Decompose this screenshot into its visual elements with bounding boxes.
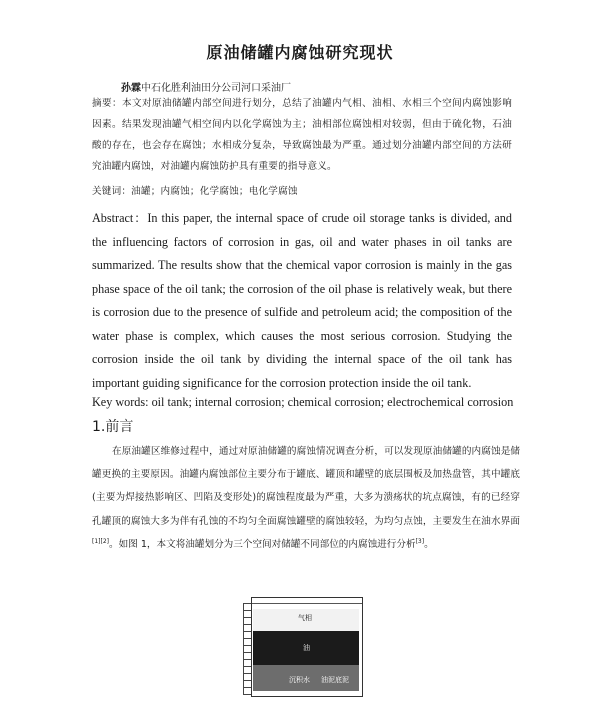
author-line [121, 79, 291, 94]
keywords-english: Key words: oil tank; internal corrosion; chemical corrosion; electrochemical corrosion [92, 395, 514, 409]
paper-title: 原油储罐内腐蚀研究现状 [206, 43, 394, 62]
water-phase-label: 沉积水 [289, 676, 310, 684]
sludge-label: 油泥底泥 [321, 676, 349, 684]
author-affiliation: 中石化胜利油田分公司河口采油厂 [141, 83, 291, 94]
tank-diagram-figure [243, 595, 371, 719]
citation-3: [3] [415, 537, 425, 545]
keywords-chinese: 关键词：油罐；内腐蚀；化学腐蚀；电化学腐蚀 [92, 186, 298, 197]
introduction-paragraph [92, 440, 520, 556]
abstract-english: Abstract：In this paper, the internal space of crude oil storage tanks is divided, and the influencing factors of corrosion in gas, oil and water phases in oil tanks are summarized. The results show that the chemical vapor corrosion is mainly in the gas phase space of the oil tank; the corrosion of the oil phase is relatively weak, but there is corrosion due to the presence of sulfide and petroleum acid; the composition of the water phase is complex, which causes the most serious corrosion. Studying the corrosion inside the oil tank by dividing the internal space of the oil tank has important guiding significance for the corrosion protection inside the oil tank. [92, 211, 512, 390]
author-name: 孙霖 [121, 83, 141, 94]
intro-text-part-2: 。如图 1，本文将油罐划分为三个空间对储罐不同部位的内腐蚀进行分析 [109, 538, 416, 550]
section-heading-introduction: 1.前言 [92, 419, 134, 435]
intro-text-part-1: 在原油罐区维修过程中，通过对原油储罐的腐蚀情况调查分析，可以发现原油储罐的内腐蚀是储罐更换的主要原因。油罐内腐蚀部位主要分布于罐底、罐顶和罐壁的底层围板及加热盘管，其中罐底(主要为焊接热影响区、凹陷及变形处)的腐蚀程度最为严重，大多为溃疡状的坑点腐蚀，有的已经穿孔罐顶的腐蚀大多为伴有孔蚀的不均匀全面腐蚀罐壁的腐蚀较轻，为均匀点蚀，主要发生在油水界面 [92, 446, 520, 527]
intro-text-part-3: 。 [424, 538, 434, 550]
citation-1-2: [1][2] [92, 537, 109, 545]
oil-phase-label: 油 [303, 644, 310, 652]
abstract-chinese: 摘要：本文对原油储罐内部空间进行划分，总结了油罐内气相、油相、水相三个空间内腐蚀影响因素。结果发现油罐气相空间内以化学腐蚀为主；油相部位腐蚀相对较弱，但由于硫化物，石油酸的存在，也会存在腐蚀；水相成分复杂，导致腐蚀最为严重。通过划分油罐内部空间的方法研究油罐内腐蚀，对油罐内腐蚀防护具有重要的指导意义。 [92, 98, 512, 172]
gas-phase-label: 气相 [298, 614, 312, 622]
